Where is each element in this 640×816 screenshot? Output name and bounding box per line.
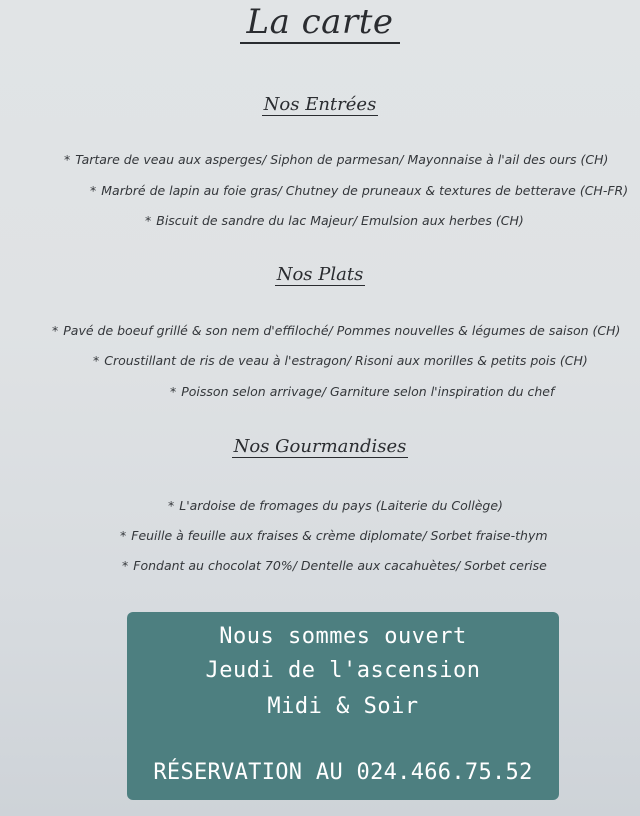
menu-item: * Marbré de lapin au foie gras/ Chutney de pruneaux & textures de betterave (CH-FR) [90, 183, 629, 198]
menu-item: * Croustillant de ris de veau à l'estragon/ Risoni aux morilles & petits pois (CH) [93, 353, 588, 368]
banner-line-day: Jeudi de l'ascension [205, 658, 481, 683]
bullet-icon: * [120, 528, 127, 543]
bullet-icon: * [170, 384, 177, 399]
bullet-icon: * [93, 353, 100, 368]
opening-banner [127, 612, 559, 800]
bullet-icon: * [145, 213, 152, 228]
bullet-icon: * [122, 558, 129, 573]
menu-item: * Biscuit de sandre du lac Majeur/ Emulsion aux herbes (CH) [145, 213, 524, 228]
bullet-icon: * [64, 152, 71, 167]
section-heading-plats: Nos Plats [276, 264, 364, 285]
menu-item: * Pavé de boeuf grillé & son nem d'effiloché/ Pommes nouvelles & légumes de saison (CH) [52, 323, 621, 338]
banner-line-open: Nous sommes ouvert [219, 624, 467, 649]
bullet-icon: * [168, 498, 175, 513]
menu-item: * L'ardoise de fromages du pays (Laiterie du Collège) [168, 498, 503, 513]
menu-item: * Tartare de veau aux asperges/ Siphon de parmesan/ Mayonnaise à l'ail des ours (CH) [64, 152, 609, 167]
section-heading-entrees: Nos Entrées [263, 94, 377, 115]
menu-item: * Feuille à feuille aux fraises & crème diplomate/ Sorbet fraise-thym [120, 528, 548, 543]
menu-item: * Poisson selon arrivage/ Garniture selon l'inspiration du chef [170, 384, 555, 399]
menu-item: * Fondant au chocolat 70%/ Dentelle aux cacahuètes/ Sorbet cerise [122, 558, 547, 573]
page-title: La carte [0, 2, 640, 42]
section-heading-gourmandises: Nos Gourmandises [233, 436, 407, 457]
bullet-icon: * [52, 323, 59, 338]
reservation-phone: RÉSERVATION AU 024.466.75.52 [153, 760, 533, 785]
bullet-icon: * [90, 183, 97, 198]
banner-line-hours: Midi & Soir [267, 694, 419, 719]
